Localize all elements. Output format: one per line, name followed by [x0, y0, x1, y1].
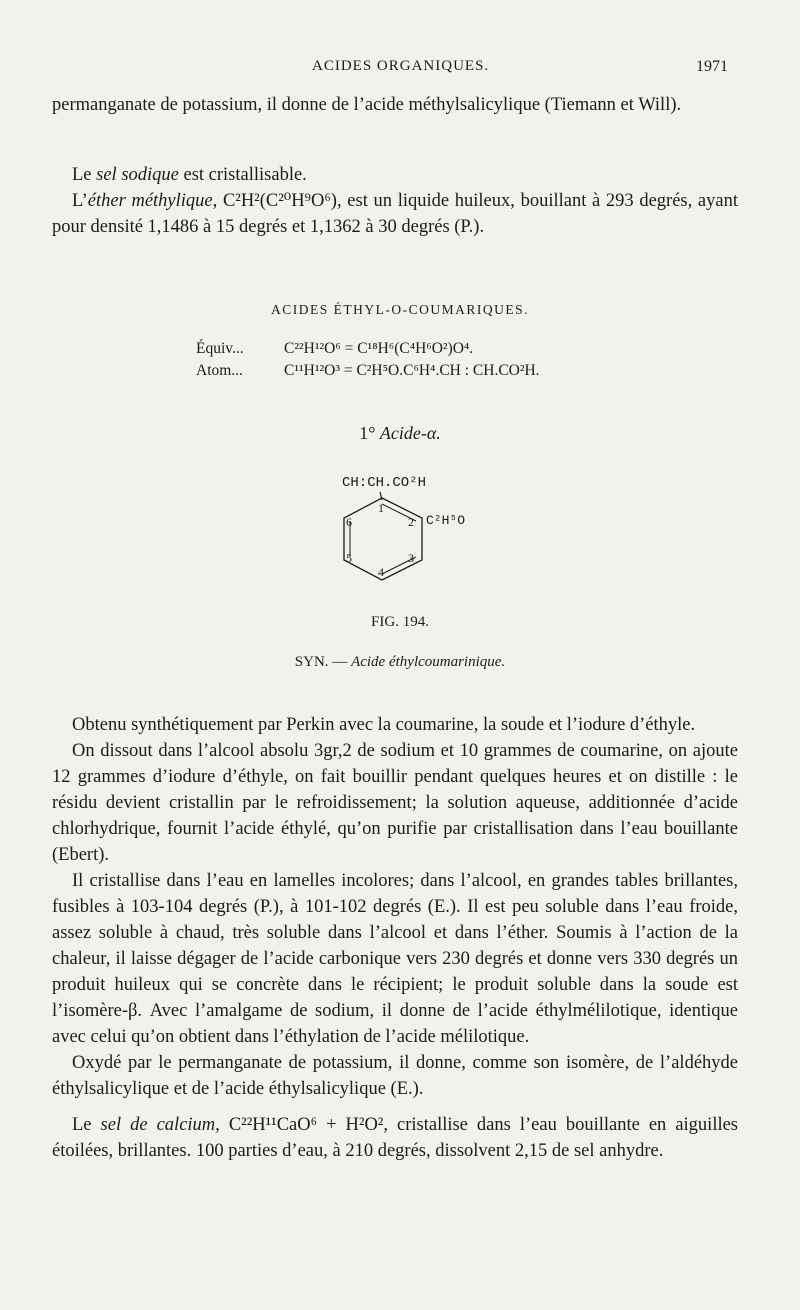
- formula-atom-value: C¹¹H¹²O³ = C²H⁵O.C⁶H⁴.CH : CH.CO²H.: [284, 362, 540, 379]
- position-label: 1: [378, 501, 384, 515]
- structure-side-group: C²H⁵O: [426, 513, 466, 528]
- ether-formula: C²H²(C²⁰H⁹O⁶): [222, 191, 337, 211]
- running-header: [300, 58, 728, 82]
- figure-caption: FIG. 194.: [371, 614, 429, 630]
- position-label: 2: [408, 515, 414, 529]
- calcium-rest: , cristallise dans l’eau bouillante en aiguilles étoilées, brillantes. 100 parties d’eau, à 210 degrés, dissolvent 2,15 de sel anhydre.: [52, 1115, 739, 1161]
- paragraph-sel-sodique: [52, 162, 738, 188]
- position-label: 5: [346, 551, 352, 565]
- position-label: 6: [346, 515, 352, 529]
- body-text: [52, 712, 738, 1164]
- structure-top-group: CH:CH.CO²H: [342, 475, 427, 491]
- sel-sodique-rest: est cristallisable.: [178, 165, 307, 185]
- sel-sodique-italic: sel sodique: [96, 165, 179, 185]
- body-paragraph: Oxydé par le permanganate de potassium, il donne, comme son isomère, de l’aldéhyde éthylsalicylique et de l’acide éthylsalicylique (E.).: [52, 1053, 738, 1099]
- sub-heading-name: Acide-α.: [379, 423, 441, 443]
- header-title: ACIDES ORGANIQUES.: [312, 58, 490, 74]
- synonym-line: [0, 654, 800, 671]
- ether-prefix: L’: [72, 191, 88, 211]
- sel-sodique-prefix: Le: [72, 165, 97, 185]
- calcium-italic: sel de calcium,: [100, 1115, 220, 1135]
- body-paragraph: Il cristallise dans l’eau en lamelles incolores; dans l’alcool, en grandes tables brillantes, fusibles à 103-104 degrés (P.), à 101-102 degrés (E.). Il est peu soluble dans l’eau froide, assez soluble à chaud, très soluble dans l’alcool et dans l’éther. Soumis à l’action de la chaleur, il laisse dégager de l’acide carbonique vers 230 degrés et donne vers 330 degrés un produit huileux qui se concrète dans le récipient; le produit soluble dans la soude est l’isomère-β. Avec l’amalgame de sodium, il donne de l’acide éthylmélilotique, identique avec celui qu’on obtient dans l’éthylation de l’acide mélilotique.: [52, 871, 738, 1047]
- ether-rest: , est un liquide huileux, bouillant à 293 degrés, ayant pour densité 1,1486 à 15 degrés et 1,1362 à 30 degrés (P.).: [52, 191, 738, 237]
- paragraph-intro: permanganate de potassium, il donne de l’acide méthylsalicylique (Tiemann et Will).: [52, 95, 682, 115]
- formula-equiv-value: C²²H¹²O⁶ = C¹⁸H⁶(C⁴H⁶O²)O⁴.: [284, 340, 474, 357]
- sub-heading: [0, 423, 800, 444]
- formula-atom: [196, 362, 540, 380]
- formula-equiv: [196, 340, 473, 358]
- paragraph-ether: L’éther méthylique, C²H²(C²⁰H⁹O⁶), est un liquide huileux, bouillant à 293 degrés, ayant pour densité 1,1486 à 15 degrés et 1,1362 à 30 degrés (P.).: [52, 191, 738, 237]
- synonym-label: SYN. —: [294, 654, 352, 670]
- paragraph-calcium: [52, 1112, 738, 1164]
- position-label: 4: [378, 565, 384, 579]
- benzene-structure-diagram: [330, 470, 480, 595]
- position-label: 3: [408, 551, 414, 565]
- calcium-formula: C²²H¹¹CaO⁶ + H²O²: [219, 1115, 384, 1135]
- calcium-prefix: Le: [72, 1115, 101, 1135]
- section-title: ACIDES ÉTHYL-O-COUMARIQUES.: [271, 302, 529, 317]
- sub-heading-number: 1°: [359, 423, 376, 443]
- body-paragraph: Obtenu synthétiquement par Perkin avec la coumarine, la soude et l’iodure d’éthyle.: [72, 715, 696, 735]
- formula-equiv-label: Équiv...: [196, 340, 244, 357]
- body-paragraph: On dissout dans l’alcool absolu 3gr,2 de sodium et 10 grammes de coumarine, on ajoute 12 grammes d’iodure d’éthyle, on fait bouillir pendant quelques heures et on distille : le résidu devient cristallin par le refroidissement; la solution aqueuse, additionnée d’acide chlorhydrique, fournit l’acide éthylé, qu’on purifie par cristallisation dans l’eau bouillante (Ebert).: [52, 741, 738, 865]
- synonym-name: Acide éthylcoumarinique.: [351, 654, 506, 670]
- page-number: 1971: [696, 58, 728, 75]
- formula-atom-label: Atom...: [196, 362, 243, 379]
- ether-italic: éther méthylique: [87, 191, 213, 211]
